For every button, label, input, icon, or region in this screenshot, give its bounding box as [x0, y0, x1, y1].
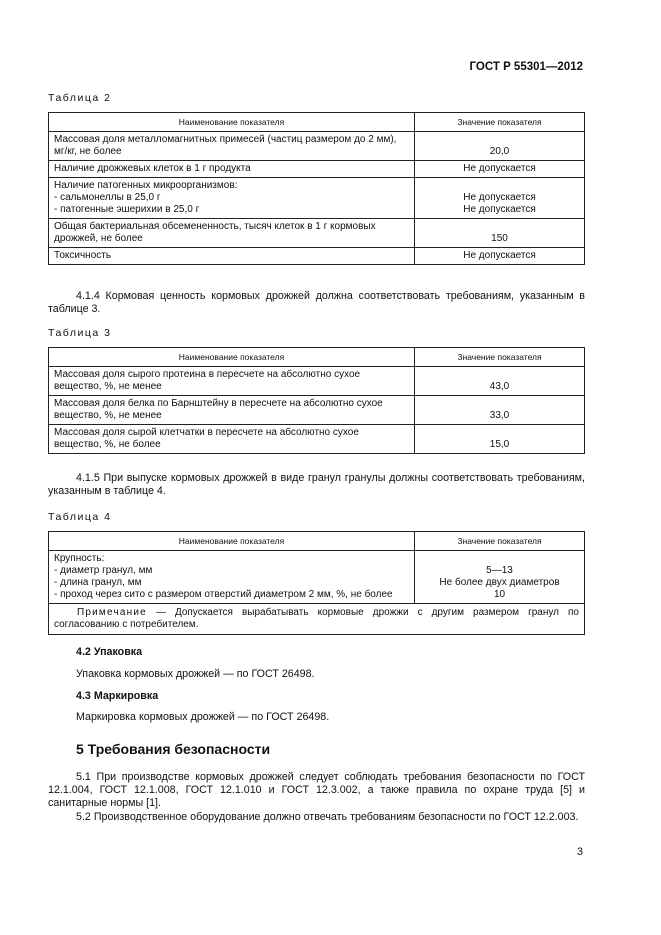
- paragraph-5-2: 5.2 Производственное оборудование должно отвечать требованиям безопасности по ГОСТ 12.2.003.: [76, 811, 579, 823]
- table-note-row: [49, 604, 585, 635]
- table-cell: Массовая доля металломагнитных примесей (частиц размером до 2 мм), мг/кг, не более: [49, 132, 415, 161]
- cell-line: Крупность:: [54, 553, 105, 564]
- table-cell: Наличие дрожжевых клеток в 1 г продукта: [49, 161, 415, 178]
- page-number: 3: [577, 846, 583, 858]
- table-header-row: [49, 532, 585, 551]
- table-row: [49, 161, 585, 178]
- cell-line: Не допускается: [463, 192, 536, 203]
- table-row: [49, 396, 585, 425]
- column-header: Значение показателя: [415, 113, 585, 132]
- table2-caption: Таблица 2: [48, 92, 112, 104]
- table-cell: Токсичность: [49, 248, 415, 265]
- table-row: [49, 551, 585, 604]
- table-cell: 43,0: [415, 367, 585, 396]
- table-header-row: [49, 348, 585, 367]
- table-note: [49, 604, 585, 635]
- section-4-2-title: 4.2 Упаковка: [76, 646, 143, 658]
- note-text: — Допускается вырабатывать кормовые дрожжи с другим размером гранул по согласованию с потребителем.: [54, 607, 579, 630]
- section-4-3-title: 4.3 Маркировка: [76, 690, 159, 702]
- paragraph-5-1: 5.1 При производстве кормовых дрожжей следует соблюдать требования безопасности по ГОСТ 12.1.004, ГОСТ 12.1.008, ГОСТ 12.1.010 и ГОСТ 12.3.002, а также правила по охране труда [5] и санитарные нормы [1].: [48, 771, 585, 809]
- section-4-2-text: Упаковка кормовых дрожжей — по ГОСТ 26498.: [76, 668, 315, 680]
- cell-line: - проход через сито с размером отверстий диаметром 2 мм, %, не более: [54, 589, 393, 600]
- section-4-3-text: Маркировка кормовых дрожжей — по ГОСТ 26498.: [76, 711, 330, 723]
- table4-caption: Таблица 4: [48, 511, 112, 523]
- table-cell: 33,0: [415, 396, 585, 425]
- cell-line: - сальмонеллы в 25,0 г: [54, 192, 161, 203]
- document-header: ГОСТ Р 55301—2012: [469, 61, 583, 73]
- paragraph-4-1-4: 4.1.4 Кормовая ценность кормовых дрожжей должна соответствовать требованиям, указанным в таблице 3.: [48, 290, 585, 315]
- table-cell: Общая бактериальная обсемененность, тысяч клеток в 1 г кормовых дрожжей, не более: [49, 219, 415, 248]
- table-cell: [415, 178, 585, 219]
- cell-line: - патогенные эшерихии в 25,0 г: [54, 204, 200, 215]
- table-cell: 15,0: [415, 425, 585, 454]
- table-cell: Не допускается: [415, 161, 585, 178]
- cell-line: Не допускается: [463, 204, 536, 215]
- section-5-title: 5 Требования безопасности: [76, 741, 271, 757]
- table2: [48, 112, 585, 265]
- table-row: [49, 132, 585, 161]
- table-row: [49, 425, 585, 454]
- cell-line: - длина гранул, мм: [54, 577, 142, 588]
- cell-line: 10: [493, 589, 506, 600]
- table-cell: Массовая доля сырой клетчатки в пересчете на абсолютно сухое вещество, %, не более: [49, 425, 415, 454]
- cell-line: Не более двух диаметров: [439, 577, 560, 588]
- table3-caption: Таблица 3: [48, 327, 112, 339]
- table-cell: Не допускается: [415, 248, 585, 265]
- table-cell: [415, 551, 585, 604]
- table-cell: [49, 551, 415, 604]
- column-header: Значение показателя: [415, 348, 585, 367]
- table3: [48, 347, 585, 454]
- table-row: [49, 367, 585, 396]
- table-row: [49, 219, 585, 248]
- table-cell: [49, 178, 415, 219]
- column-header: Наименование показателя: [49, 113, 415, 132]
- table-cell: 150: [415, 219, 585, 248]
- table-row: [49, 178, 585, 219]
- table-header-row: [49, 113, 585, 132]
- cell-line: Наличие патогенных микроорганизмов:: [54, 180, 238, 191]
- table-cell: Массовая доля сырого протеина в пересчете на абсолютно сухое вещество, %, не менее: [49, 367, 415, 396]
- paragraph-4-1-5: 4.1.5 При выпуске кормовых дрожжей в виде гранул гранулы должны соответствовать требованиям, указанным в таблице 4.: [48, 472, 585, 497]
- cell-line: 5—13: [486, 565, 513, 576]
- table-row: [49, 248, 585, 265]
- table4: [48, 531, 585, 635]
- column-header: Значение показателя: [415, 532, 585, 551]
- table-cell: Массовая доля белка по Барнштейну в пересчете на абсолютно сухое вещество, %, не менее: [49, 396, 415, 425]
- cell-line: - диаметр гранул, мм: [54, 565, 153, 576]
- column-header: Наименование показателя: [49, 348, 415, 367]
- table-cell: 20,0: [415, 132, 585, 161]
- note-label: Примечание: [77, 607, 147, 618]
- column-header: Наименование показателя: [49, 532, 415, 551]
